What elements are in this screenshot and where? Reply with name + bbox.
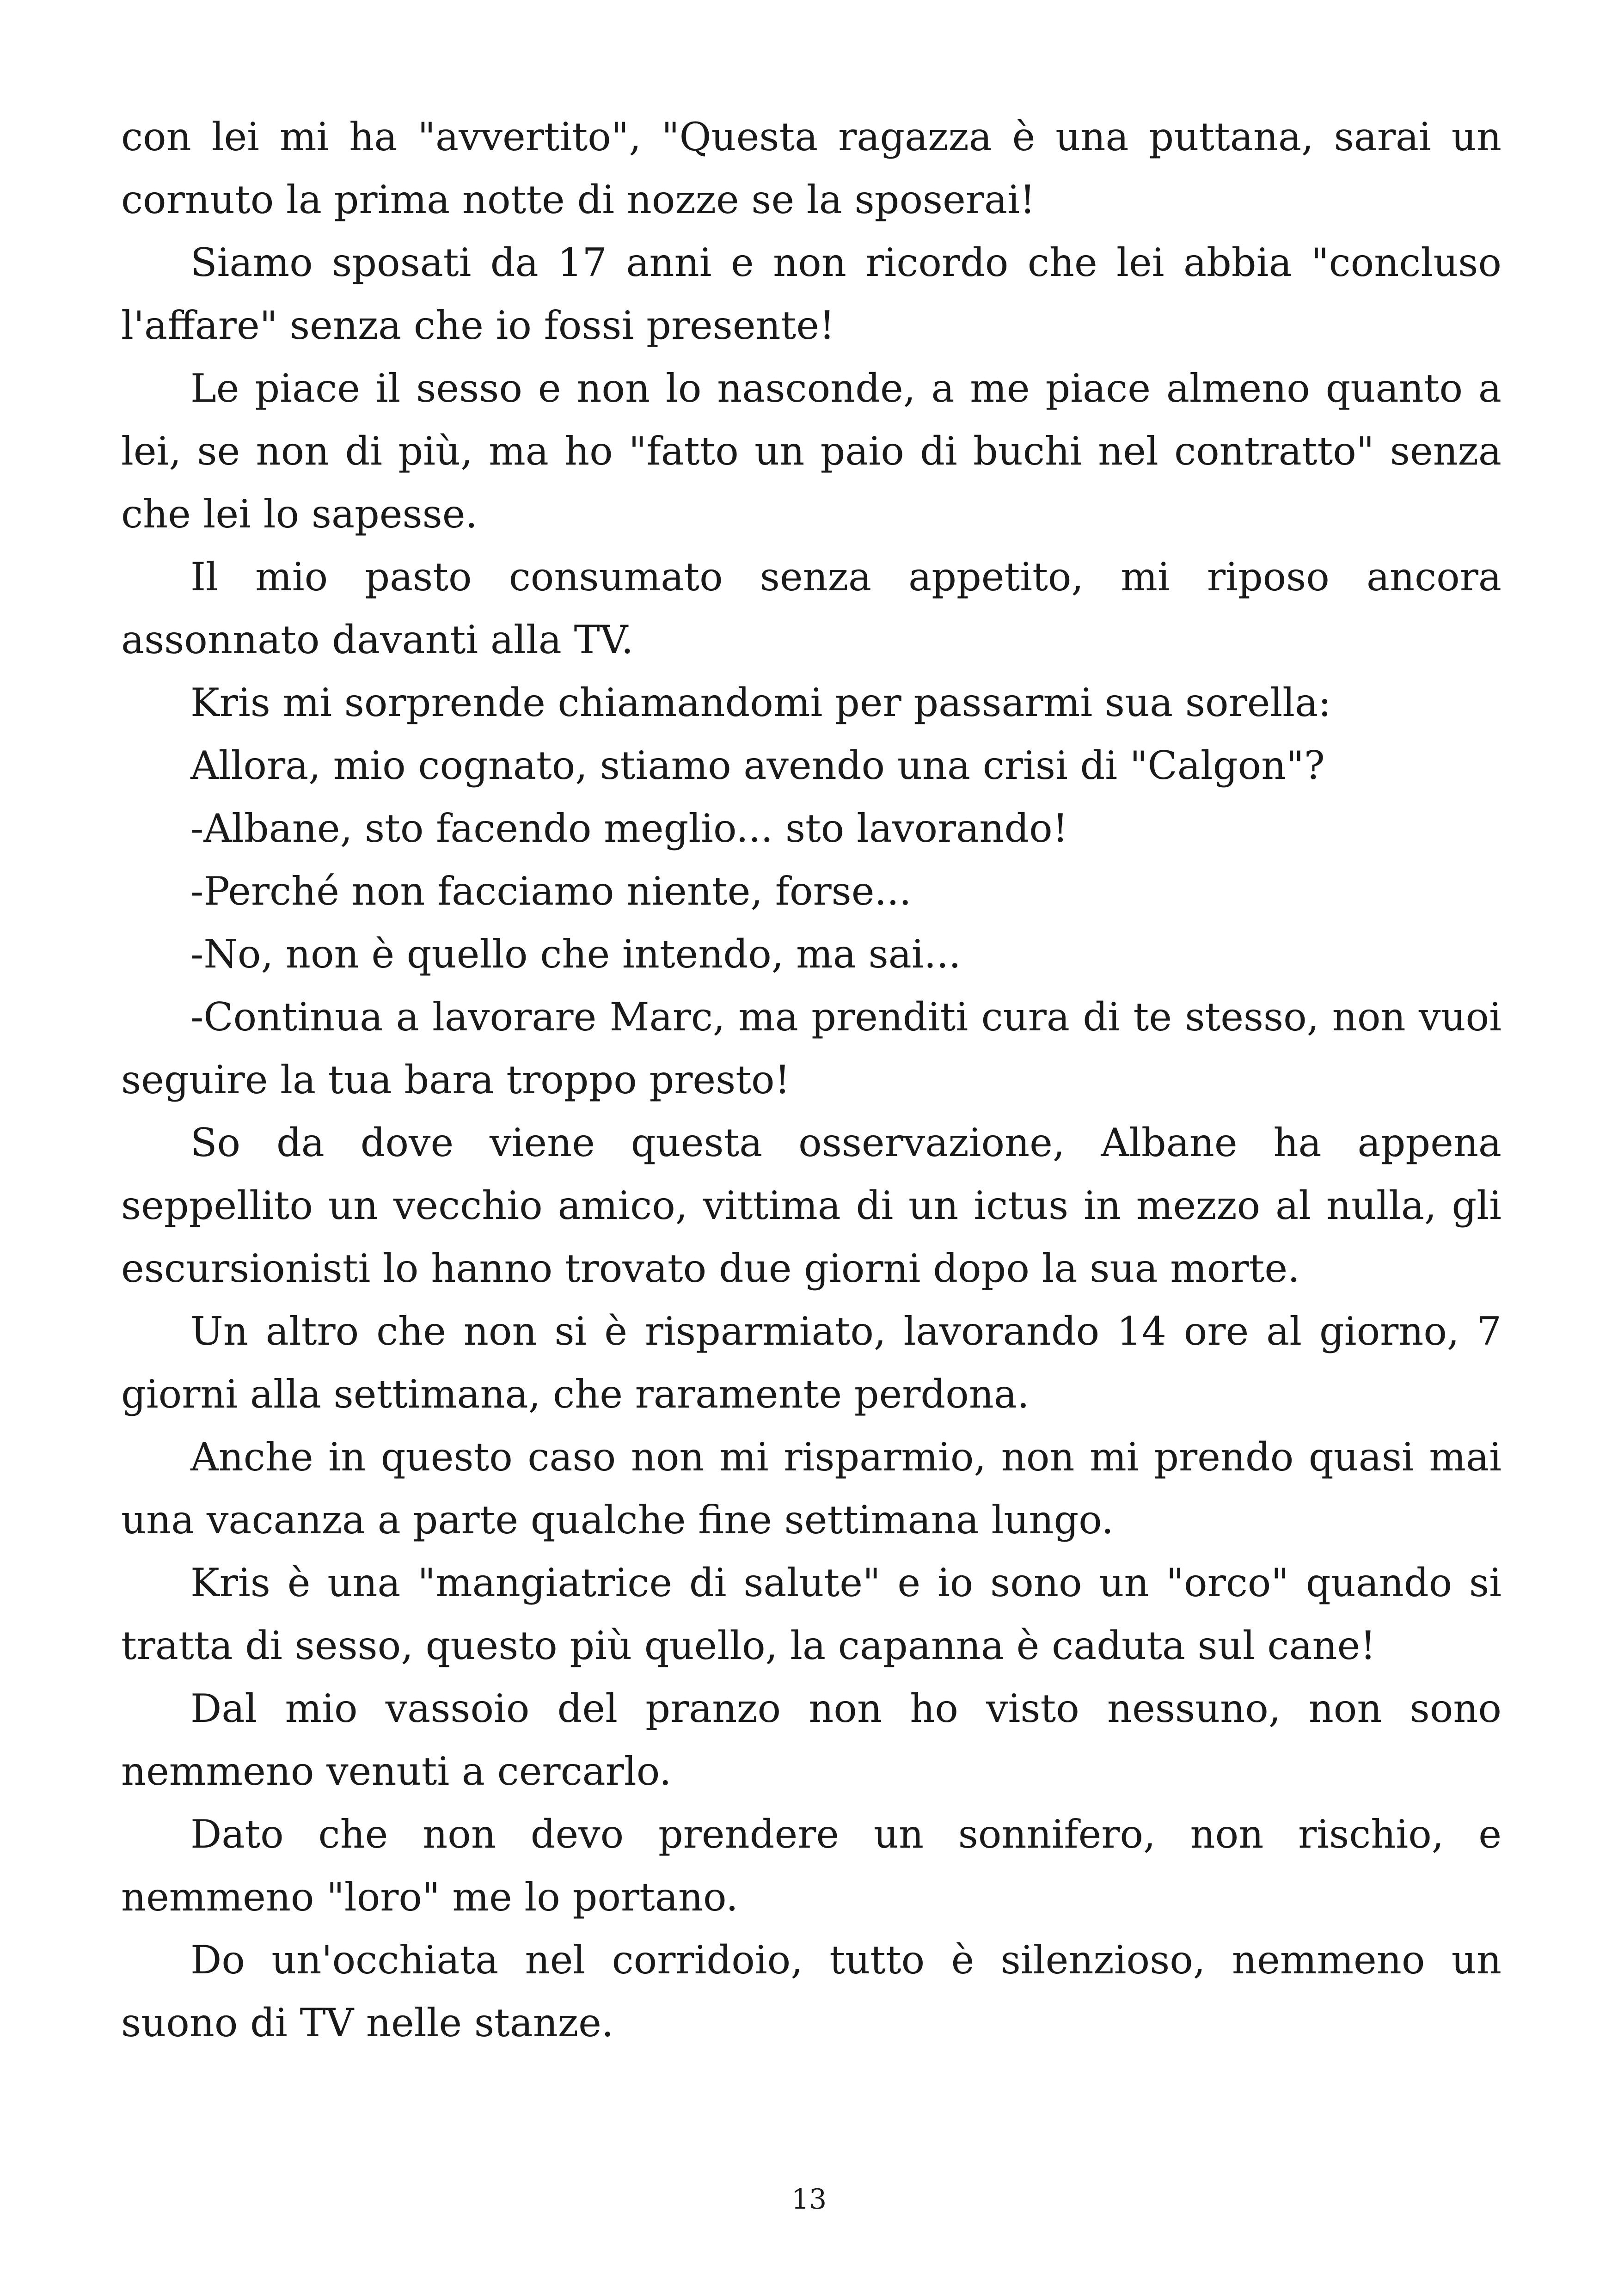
paragraph-10: -Continua a lavorare Marc, ma prenditi cura di te stesso, non vuoi seguire la tua bara troppo presto! [121,994,1502,1102]
paragraph-6: Allora, mio cognato, stiamo avendo una crisi di "Calgon"? [190,743,1325,788]
page-number: 13 [791,2183,827,2216]
paragraph-17: Do un'occhiata nel corridoio, tutto è silenzioso, nemmeno un suono di TV nelle stanze. [121,1937,1502,2045]
paragraph-13: Anche in questo caso non mi risparmio, non mi prendo quasi mai una vacanza a parte qualche fine settimana lungo. [121,1434,1502,1543]
paragraph-1: con lei mi ha "avvertito", "Questa ragazza è una puttana, sarai un cornuto la prima notte di nozze se la sposerai! [121,114,1502,222]
paragraph-14: Kris è una "mangiatrice di salute" e io sono un "orco" quando si tratta di sesso, questo più quello, la capanna è caduta sul cane! [121,1560,1502,1668]
paragraph-4: Il mio pasto consumato senza appetito, mi riposo ancora assonnato davanti alla TV. [121,554,1502,662]
paragraph-7: -Albane, sto facendo meglio... sto lavorando! [190,806,1068,851]
paragraph-5: Kris mi sorprende chiamandomi per passarmi sua sorella: [190,680,1331,725]
paragraph-16: Dato che non devo prendere un sonnifero, non rischio, e nemmeno "loro" me lo portano. [121,1812,1502,1920]
paragraph-9: -No, non è quello che intendo, ma sai... [190,931,961,977]
paragraph-11: So da dove viene questa osservazione, Albane ha appena seppellito un vecchio amico, vittima di un ictus in mezzo al nulla, gli escursionisti lo hanno trovato due giorni dopo la sua morte. [121,1120,1502,1291]
paragraph-8: -Perché non facciamo niente, forse... [190,869,912,914]
paragraph-3: Le piace il sesso e non lo nasconde, a me piace almeno quanto a lei, se non di più, ma ho "fatto un paio di buchi nel contratto" senza che lei lo sapesse. [121,366,1502,537]
paragraph-2: Siamo sposati da 17 anni e non ricordo che lei abbia "concluso l'affare" senza che io fossi presente! [121,240,1502,348]
paragraph-12: Un altro che non si è risparmiato, lavorando 14 ore al giorno, 7 giorni alla settimana, che raramente perdona. [121,1309,1502,1417]
body-text [121,105,1502,2054]
paragraph-15: Dal mio vassoio del pranzo non ho visto nessuno, non sono nemmeno venuti a cercarlo. [121,1686,1502,1794]
